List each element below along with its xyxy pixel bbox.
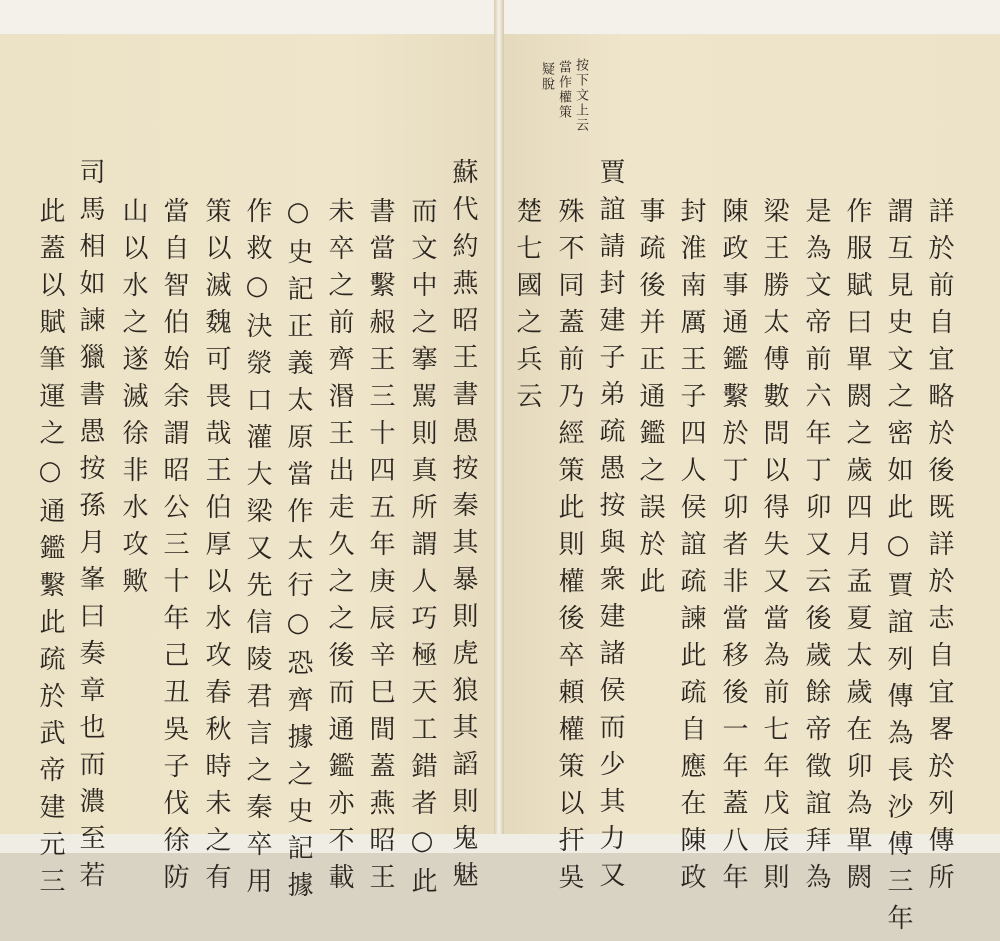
right-column-11: 楚七國之兵云 bbox=[512, 197, 542, 419]
right-column-5: 梁王勝太傅數問以得失又當為前七年戊辰則 bbox=[759, 197, 789, 900]
marginal-note-line-1: 按下文上云 bbox=[573, 58, 588, 133]
right-column-1: 詳於前自宜略於後既詳於志自宜畧於列傳所 bbox=[924, 197, 954, 900]
left-column-8: 當自智伯始余謂昭公三十年己丑吳子伐徐防 bbox=[159, 197, 189, 900]
right-column-6: 陳政事通鑑繫於丁卯者非當移後一年蓋八年 bbox=[718, 197, 748, 900]
marginal-note-line-3: 疑脫 bbox=[539, 62, 554, 92]
right-column-3: 作服賦曰單閼之歲四月孟夏太歲在卯為單閼 bbox=[842, 197, 872, 900]
left-column-5: ○史記正義太原當作太行○恐齊據之史記據 bbox=[283, 197, 313, 908]
right-column-4: 是為文帝前六年丁卯又云後歲餘帝徵誼拜為 bbox=[801, 197, 831, 900]
left-column-2: 而文中之搴駡則真所謂人巧極天工錯者○此 bbox=[407, 197, 437, 904]
right-column-7: 封淮南厲王子四人侯誼疏諫此疏自應在陳政 bbox=[676, 197, 706, 900]
book-gutter bbox=[494, 0, 504, 853]
left-column-11: 此蓋以賦筆運之○通鑑繫此疏於武帝建元三 bbox=[35, 197, 65, 904]
left-column-4: 未卒之前齊湣王出走久之之後而通鑑亦不載 bbox=[324, 197, 354, 900]
right-column-8: 事疏後并正通鑑之誤於此 bbox=[635, 197, 665, 604]
right-column-2: 謂互見史文之密如此○賈誼列傳為長沙傅三年 bbox=[883, 197, 913, 941]
left-column-7: 策以滅魏可畏哉王伯厚以水攻春秋時未之有 bbox=[201, 197, 231, 900]
right-column-9: 賈誼請封建子弟疏愚按與衆建諸侯而少其力又 bbox=[595, 158, 625, 898]
marginal-note-line-2: 當作權策 bbox=[556, 60, 571, 120]
left-column-1: 蘇代約燕昭王書愚按秦其暴則虎狼其謟則鬼魅 bbox=[448, 158, 478, 898]
left-column-6: 作救○決滎口灌大梁又先信陵君言之秦卒用 bbox=[242, 197, 272, 904]
left-column-9: 山以水之遂滅徐非水攻歟 bbox=[118, 197, 148, 604]
left-column-10: 司馬相如諫獵書愚按孫月峯曰奏章也而濃至若 bbox=[75, 158, 105, 898]
right-column-10: 殊不同蓋前乃經策此則權後卒頼權策以扞吳 bbox=[554, 197, 584, 900]
left-column-3: 書當繫赧王三十四五年庚辰辛巳間蓋燕昭王 bbox=[365, 197, 395, 900]
